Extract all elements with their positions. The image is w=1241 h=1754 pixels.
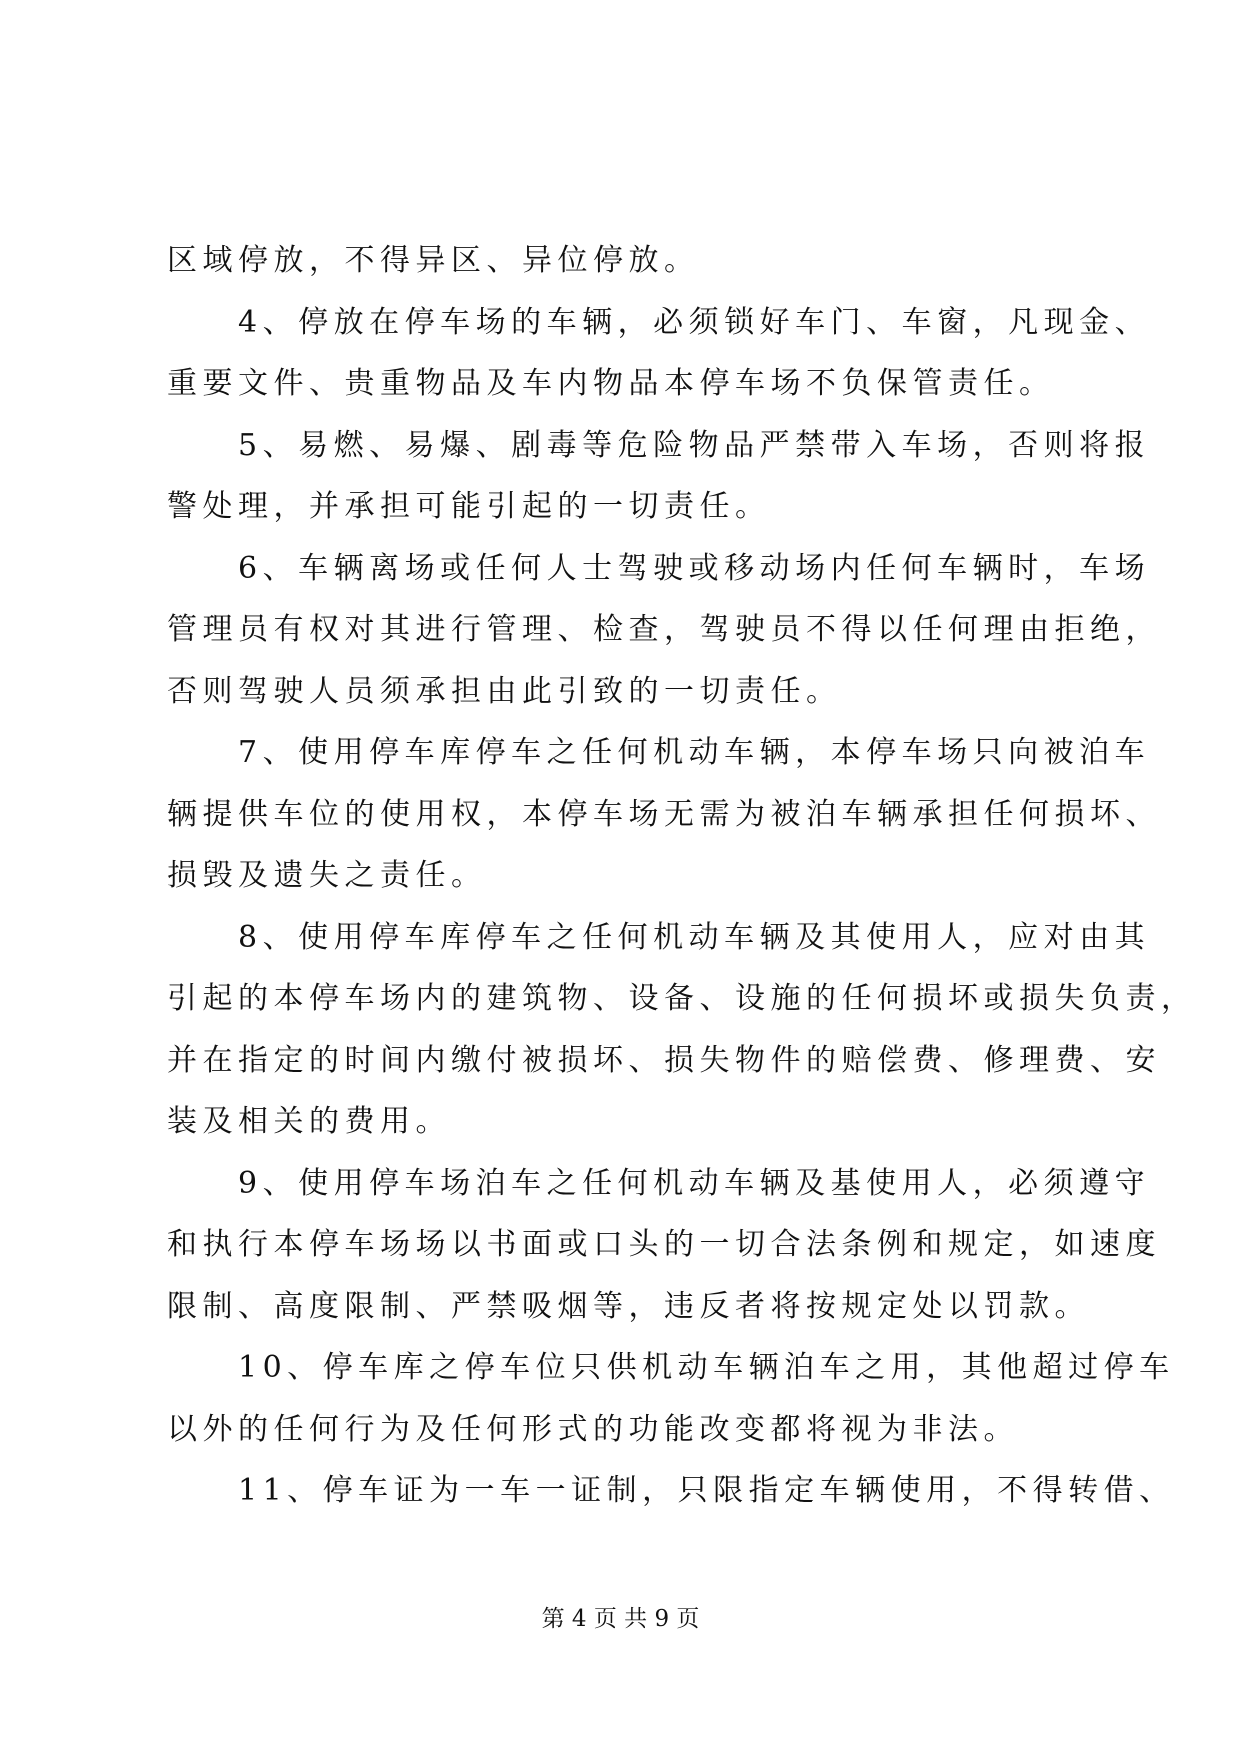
text-line: 和执行本停车场场以书面或口头的一切合法条例和规定，如速度 (167, 1227, 1161, 1262)
text-line: 4、停放在停车场的车辆，必须锁好车门、车窗，凡现金、 (167, 304, 1151, 340)
body-text (167, 230, 1197, 1522)
text-line: 11、停车证为一车一证制，只限指定车辆使用，不得转借、 (167, 1473, 1175, 1508)
text-line: 引起的本停车场内的建筑物、设备、设施的任何损坏或损失负责， (167, 981, 1197, 1016)
text-line: 9、使用停车场泊车之任何机动车辆及基使用人，必须遵守 (167, 1165, 1151, 1201)
text-line: 6、车辆离场或任何人士驾驶或移动场内任何车辆时，车场 (167, 550, 1151, 586)
text-line: 辆提供车位的使用权，本停车场无需为被泊车辆承担任何损坏、 (167, 796, 1161, 832)
text-line: 重要文件、贵重物品及车内物品本停车场不负保管责任。 (167, 366, 1055, 401)
text-line: 否则驾驶人员须承担由此引致的一切责任。 (167, 673, 842, 709)
text-line: 限制、高度限制、严禁吸烟等，违反者将按规定处以罚款。 (167, 1288, 1090, 1324)
text-line: 以外的任何行为及任何形式的功能改变都将视为非法。 (167, 1411, 1019, 1447)
text-line: 8、使用停车库停车之任何机动车辆及其使用人，应对由其 (167, 919, 1151, 955)
text-line: 警处理，并承担可能引起的一切责任。 (167, 489, 771, 524)
text-line: 10、停车库之停车位只供机动车辆泊车之用，其他超过停车 (167, 1350, 1175, 1385)
text-line: 并在指定的时间内缴付被损坏、损失物件的赔偿费、修理费、安 (167, 1042, 1161, 1078)
text-line: 损毁及遗失之责任。 (167, 858, 487, 893)
text-line: 区域停放，不得异区、异位停放。 (167, 243, 700, 278)
text-line: 装及相关的费用。 (167, 1104, 451, 1139)
page-number-footer: 第 4 页 共 9 页 (541, 1606, 700, 1632)
text-line: 管理员有权对其进行管理、检查，驾驶员不得以任何理由拒绝， (167, 612, 1161, 647)
text-line: 7、使用停车库停车之任何机动车辆，本停车场只向被泊车 (167, 735, 1151, 770)
text-line: 5、易燃、易爆、剧毒等危险物品严禁带入车场，否则将报 (167, 427, 1151, 463)
